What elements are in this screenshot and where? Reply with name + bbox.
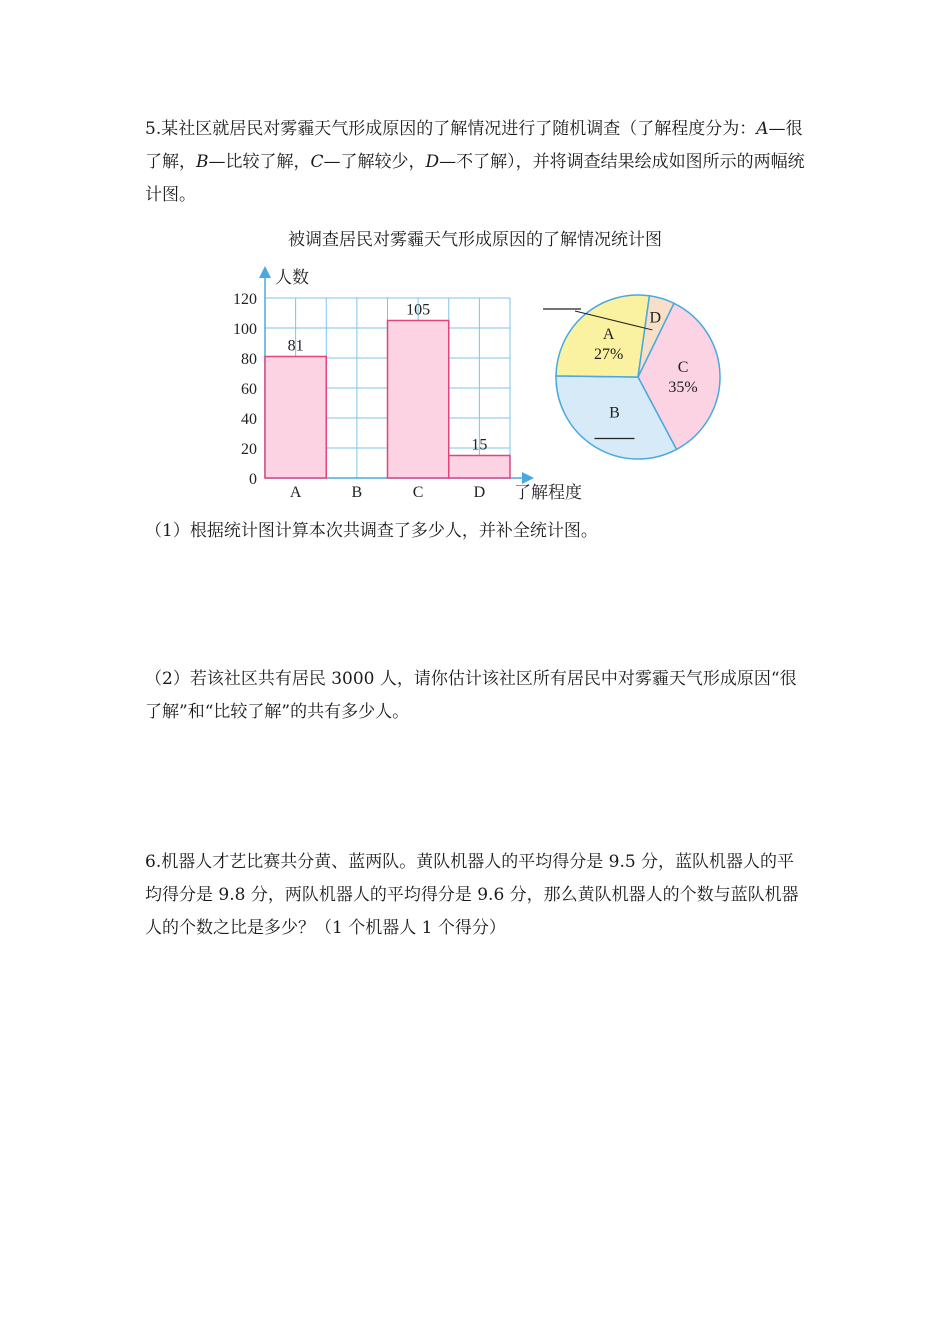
bar-value-label: 81 (287, 337, 304, 355)
x-tick-label: C (412, 484, 424, 501)
y-tick-label: 100 (233, 321, 257, 338)
pie-percent-C: 35% (668, 379, 698, 397)
survey-charts (0, 0, 950, 510)
y-tick-label: 20 (241, 441, 257, 458)
q5-text-intro: 5.某社区就居民对雾霾天气形成原因的了解情况进行了随机调查（了解程度分为： (145, 119, 757, 139)
pie-label-B: B (609, 404, 620, 422)
y-axis-label: 人数 (275, 268, 309, 287)
pie-percent-A: 27% (593, 345, 624, 363)
chart-title: 被调查居民对雾霾天气形成原因的了解情况统计图 (288, 230, 662, 250)
bar-C (388, 321, 449, 479)
y-tick-label: 40 (241, 411, 257, 428)
y-tick-label: 0 (249, 471, 257, 488)
bar-value-label: 105 (406, 301, 431, 319)
bar-value-label: 15 (471, 436, 488, 454)
q5-level-c: C (310, 152, 324, 172)
question-6: 6.机器人才艺比赛共分黄、蓝两队。黄队机器人的平均得分是 9.5 分，蓝队机器人的平均得分是 9.8 分，两队机器人的平均得分是 9.6 分，那么黄队机器人的个数与蓝队机器人的个数之比是多少？（1 个机器人 1 个得分） (145, 852, 799, 938)
y-tick-label: 120 (233, 291, 257, 308)
pie-label-D: D (649, 309, 662, 327)
q5-level-b-desc: —比较了解， (208, 152, 311, 172)
question-5-part-1: （1）根据统计图计算本次共调查了多少人，并补全统计图。 (145, 521, 598, 541)
y-tick-label: 60 (241, 381, 257, 398)
x-axis-label: 了解程度 (514, 483, 582, 502)
q5-level-c-desc: —了解较少， (323, 152, 426, 172)
x-tick-label: D (473, 484, 486, 501)
pie-label-C: C (677, 359, 689, 377)
q5-level-a: A (756, 119, 769, 139)
q5-level-a-desc: —很了解， (145, 119, 803, 172)
question-5-part-2: （2）若该社区共有居民 3000 人，请你估计该社区所有居民中对雾霾天气形成原因“很了解”和“比较了解”的共有多少人。 (145, 669, 797, 722)
q5-level-d: D (425, 152, 440, 172)
pie-label-A: A (602, 325, 615, 343)
bar-A (265, 357, 326, 479)
bar-chart (233, 268, 582, 502)
q5-level-b: B (196, 152, 209, 172)
x-tick-label: A (289, 484, 302, 501)
y-tick-label: 80 (241, 351, 257, 368)
bar-D (449, 456, 510, 479)
pie-chart (543, 295, 720, 459)
x-tick-label: B (351, 484, 363, 501)
q5-level-d-desc: —不了解），并将调查结果绘成如图所示的两幅统计图。 (145, 152, 805, 205)
